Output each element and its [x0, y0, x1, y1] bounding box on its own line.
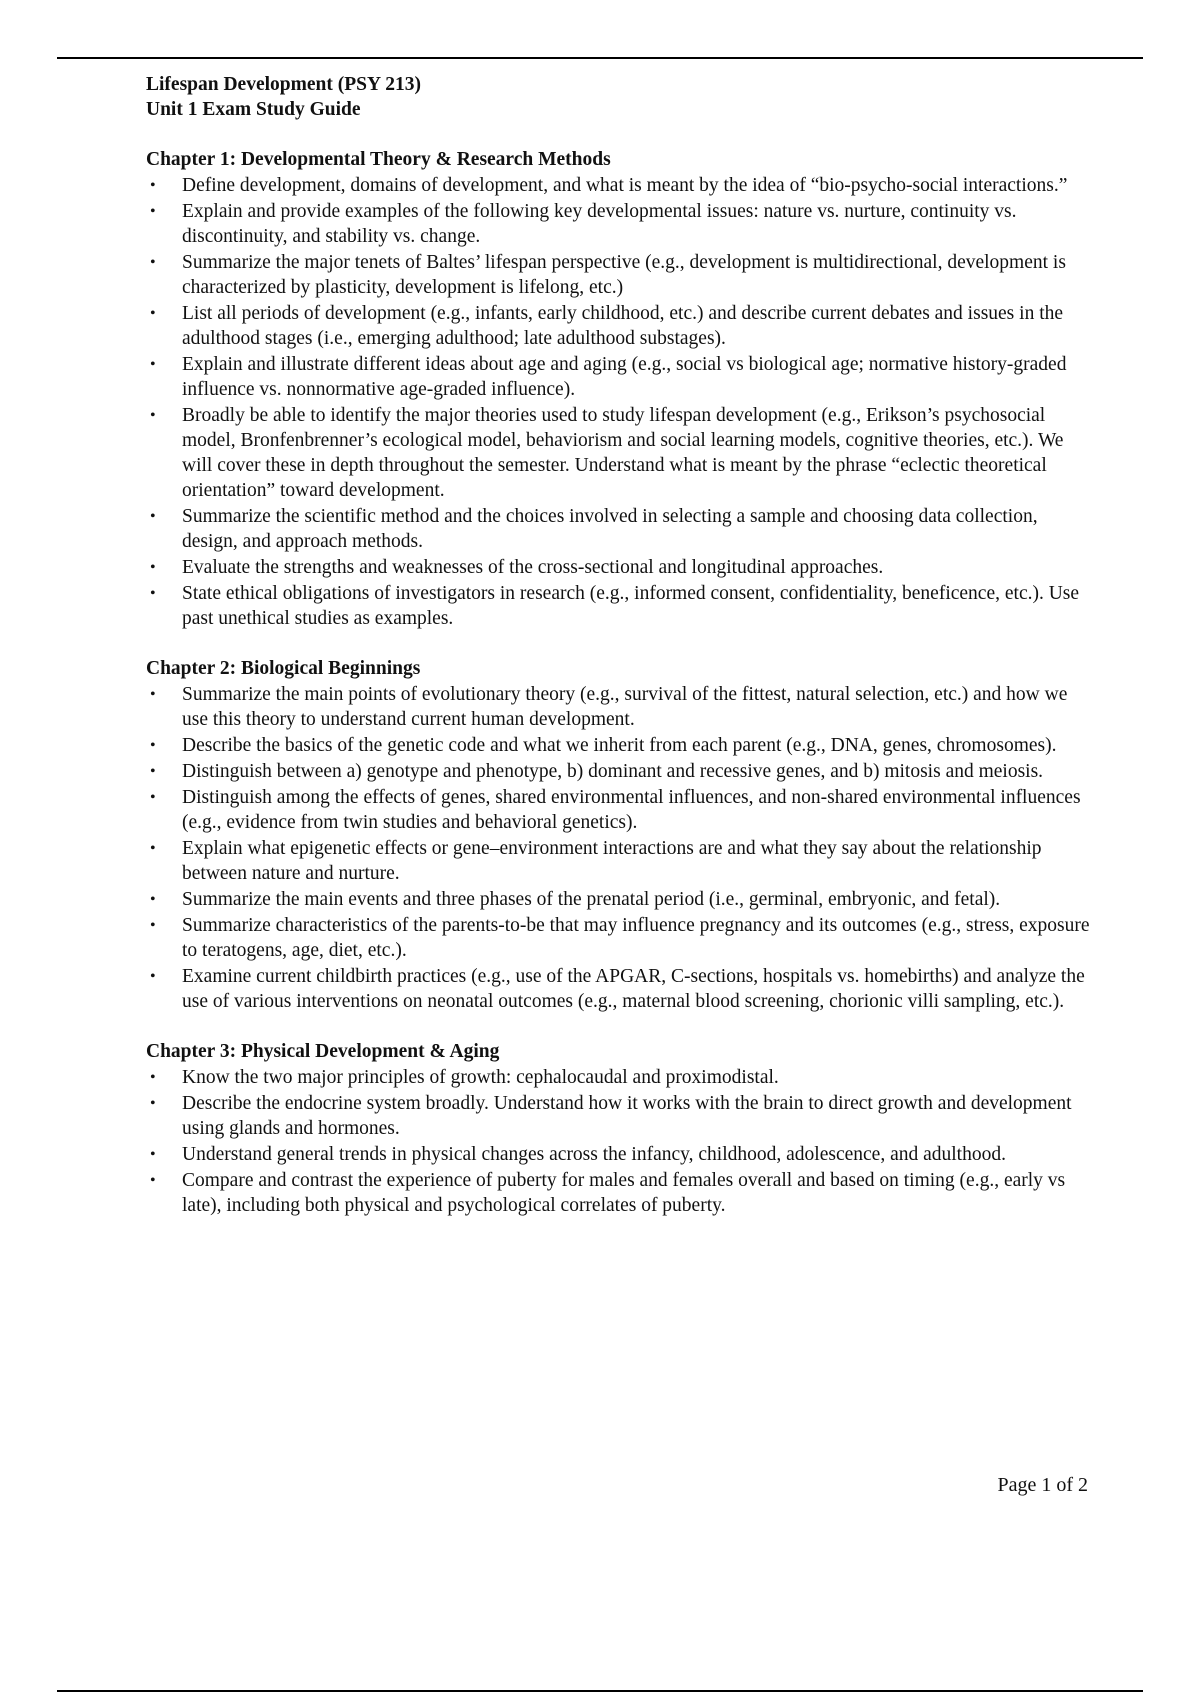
list-item [146, 732, 1091, 758]
objective-list [146, 1064, 1091, 1218]
list-item-text: Know the two major principles of growth: cephalocaudal and proximodistal. [182, 1067, 779, 1088]
list-item-text: State ethical obligations of investigators in research (e.g., informed consent, confidentiality, beneficence, etc.). Use past unethical studies as examples. [182, 583, 1080, 629]
chapter-section [146, 1039, 1091, 1218]
bullet-icon: • [150, 737, 156, 754]
bullet-icon: • [150, 891, 156, 908]
bullet-icon: • [150, 686, 156, 703]
bullet-icon: • [150, 305, 156, 322]
bullet-icon: • [150, 917, 156, 934]
bottom-rule [57, 1690, 1143, 1692]
list-item-text: Explain and provide examples of the following key developmental issues: nature vs. nurture, continuity vs. discontinuity, and stability vs. change. [182, 201, 1017, 247]
bullet-icon: • [150, 407, 156, 424]
bullet-icon: • [150, 203, 156, 220]
bullet-icon: • [150, 585, 156, 602]
list-item [146, 758, 1091, 784]
list-item [146, 1064, 1091, 1090]
bullet-icon: • [150, 968, 156, 985]
list-item-text: Describe the basics of the genetic code and what we inherit from each parent (e.g., DNA, genes, chromosomes). [182, 735, 1057, 756]
list-item-text: Compare and contrast the experience of puberty for males and females overall and based on timing (e.g., early vs late), including both physical and psychological correlates of puberty. [182, 1170, 1066, 1216]
list-item-text: Explain what epigenetic effects or gene–environment interactions are and what they say about the relationship between nature and nurture. [182, 838, 1042, 884]
document-body [146, 72, 1091, 1218]
course-title: Lifespan Development (PSY 213) [146, 74, 421, 95]
list-item [146, 580, 1091, 631]
list-item [146, 835, 1091, 886]
objective-list [146, 681, 1091, 1014]
list-item-text: Summarize the major tenets of Baltes’ lifespan perspective (e.g., development is multidirectional, development is characterized by plasticity, development is lifelong, etc.) [182, 252, 1066, 298]
bullet-icon: • [150, 1095, 156, 1112]
list-item [146, 1141, 1091, 1167]
list-item [146, 912, 1091, 963]
list-item-text: Understand general trends in physical changes across the infancy, childhood, adolescence, and adulthood. [182, 1144, 1006, 1165]
bullet-icon: • [150, 559, 156, 576]
list-item [146, 963, 1091, 1014]
list-item-text: Summarize the main points of evolutionary theory (e.g., survival of the fittest, natural selection, etc.) and how we use this theory to understand current human development. [182, 684, 1068, 730]
list-item-text: Distinguish among the effects of genes, shared environmental influences, and non-shared environmental influences (e.g., evidence from twin studies and behavioral genetics). [182, 787, 1081, 833]
list-item [146, 198, 1091, 249]
list-item-text: Distinguish between a) genotype and phenotype, b) dominant and recessive genes, and b) mitosis and meiosis. [182, 761, 1044, 782]
list-item-text: Define development, domains of development, and what is meant by the idea of “bio-psycho-social interactions.” [182, 175, 1068, 196]
list-item [146, 172, 1091, 198]
chapter-title: Chapter 3: Physical Development & Aging [146, 1041, 500, 1062]
bullet-icon: • [150, 840, 156, 857]
list-item [146, 351, 1091, 402]
list-item [146, 249, 1091, 300]
list-item [146, 1167, 1091, 1218]
chapter-section [146, 656, 1091, 1014]
bullet-icon: • [150, 356, 156, 373]
list-item-text: Summarize the main events and three phases of the prenatal period (i.e., germinal, embryonic, and fetal). [182, 889, 1001, 910]
list-item [146, 1090, 1091, 1141]
top-rule [57, 57, 1143, 59]
list-item [146, 503, 1091, 554]
bullet-icon: • [150, 763, 156, 780]
list-item-text: Examine current childbirth practices (e.g., use of the APGAR, C-sections, hospitals vs. homebirths) and analyze the use of various interventions on neonatal outcomes (e.g., maternal blood screening, chorionic villi sampling, etc.). [182, 966, 1085, 1012]
list-item [146, 300, 1091, 351]
list-item [146, 886, 1091, 912]
list-item-text: Describe the endocrine system broadly. Understand how it works with the brain to direct growth and development using glands and hormones. [182, 1093, 1072, 1139]
list-item-text: Broadly be able to identify the major theories used to study lifespan development (e.g., Erikson’s psychosocial model, Bronfenbrenner’s ecological model, behaviorism and social learning models, cognitive theories, etc.). We will cover these in depth throughout the semester. Understand what is meant by the phrase “eclectic theoretical orientation” toward development. [182, 405, 1064, 501]
bullet-icon: • [150, 1146, 156, 1163]
chapter-title: Chapter 1: Developmental Theory & Research Methods [146, 149, 611, 170]
bullet-icon: • [150, 508, 156, 525]
guide-title: Unit 1 Exam Study Guide [146, 99, 361, 120]
list-item [146, 784, 1091, 835]
bullet-icon: • [150, 1069, 156, 1086]
objective-list [146, 172, 1091, 631]
list-item-text: Evaluate the strengths and weaknesses of the cross-sectional and longitudinal approaches. [182, 557, 884, 578]
bullet-icon: • [150, 789, 156, 806]
bullet-icon: • [150, 254, 156, 271]
list-item [146, 681, 1091, 732]
list-item [146, 402, 1091, 503]
list-item [146, 554, 1091, 580]
bullet-icon: • [150, 1172, 156, 1189]
chapter-section [146, 147, 1091, 631]
chapter-title: Chapter 2: Biological Beginnings [146, 658, 421, 679]
list-item-text: Explain and illustrate different ideas about age and aging (e.g., social vs biological age; normative history-graded influence vs. nonnormative age-graded influence). [182, 354, 1067, 400]
bullet-icon: • [150, 177, 156, 194]
page-number: Page 1 of 2 [997, 1474, 1088, 1496]
list-item-text: Summarize the scientific method and the choices involved in selecting a sample and choosing data collection, design, and approach methods. [182, 506, 1038, 552]
list-item-text: Summarize characteristics of the parents-to-be that may influence pregnancy and its outcomes (e.g., stress, exposure to teratogens, age, diet, etc.). [182, 915, 1090, 961]
list-item-text: List all periods of development (e.g., infants, early childhood, etc.) and describe current debates and issues in the adulthood stages (i.e., emerging adulthood; late adulthood substages). [182, 303, 1064, 349]
